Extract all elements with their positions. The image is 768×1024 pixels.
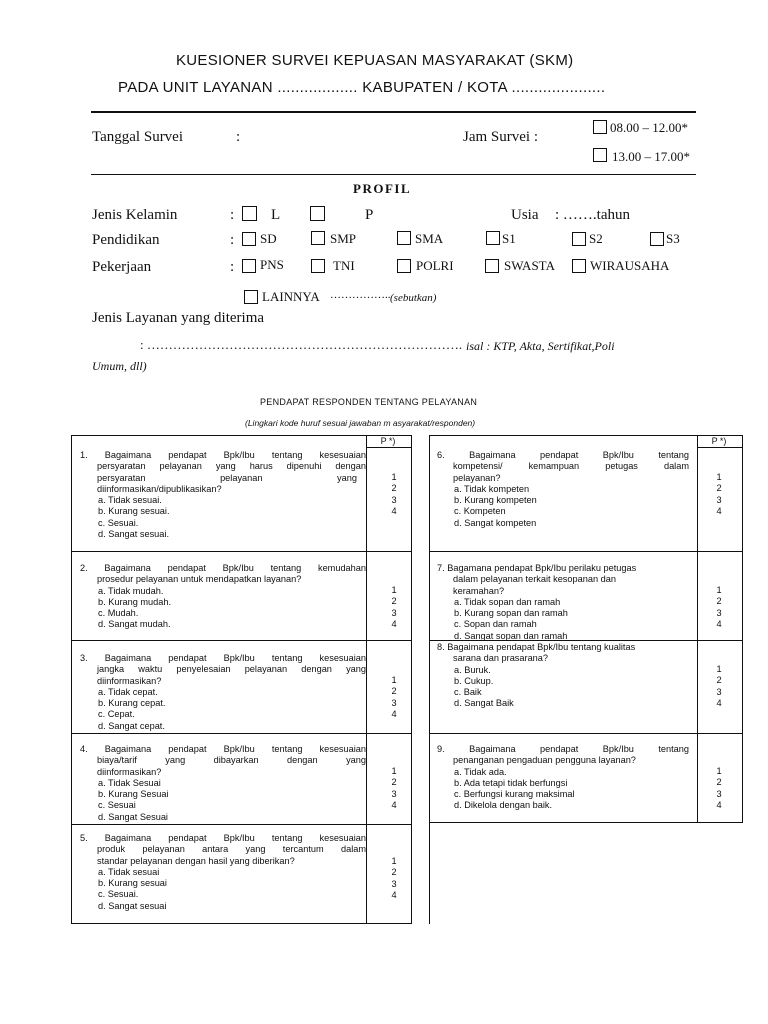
survey-date-colon: : (236, 129, 241, 145)
gender-l-label: L (271, 207, 281, 223)
question-5-option-c[interactable]: c. Sesuai. (98, 889, 139, 900)
question-2 (80, 563, 366, 631)
question-5-stem-1: 5. Bagaimana pendapat Bpk/Ibu tentang kesesuaian (80, 833, 366, 843)
question-1-codes (386, 472, 402, 517)
question-7-option-c[interactable]: c. Sopan dan ramah (454, 619, 537, 630)
service-example-1: isal : KTP, Akta, Sertifikat,Poli (466, 339, 615, 353)
question-8-option-b[interactable]: b. Cukup. (454, 675, 494, 686)
mid-rule (91, 174, 696, 175)
time-slot-1-label: 08.00 – 12.00* (610, 120, 688, 135)
left-col-header: P *) (380, 436, 396, 446)
code-4[interactable]: 4 (716, 697, 722, 708)
question-6-stem-1: 6. Bagaimana pendapat Bpk/Ibu tentang (437, 450, 689, 460)
question-7 (437, 563, 689, 642)
code-1[interactable]: 1 (391, 856, 397, 866)
question-3-option-b[interactable]: b. Kurang cepat. (98, 698, 166, 709)
question-9-option-b[interactable]: b. Ada tetapi tidak berfungsi (454, 777, 568, 788)
code-2[interactable]: 2 (716, 777, 722, 788)
code-1[interactable]: 1 (391, 766, 397, 776)
question-9-codes (711, 766, 727, 811)
question-1 (80, 450, 366, 540)
job-other-label: LAINNYA (262, 289, 320, 304)
question-6-option-b[interactable]: b. Kurang kompeten (454, 495, 537, 506)
right-col-header: P *) (711, 436, 727, 446)
education-s3-label: S3 (666, 231, 680, 246)
question-6 (437, 450, 689, 529)
question-7-option-b[interactable]: b. Kurang sopan dan ramah (454, 608, 568, 619)
code-3[interactable]: 3 (391, 607, 397, 618)
code-3[interactable]: 3 (716, 788, 722, 799)
question-4 (80, 744, 366, 823)
question-8-codes (711, 664, 727, 709)
education-sd-label: SD (260, 231, 277, 246)
question-5-codes (386, 856, 402, 901)
job-tni-checkbox[interactable] (311, 259, 325, 273)
question-9-stem-1: 9. Bagaimana pendapat Bpk/Ibu tentang (437, 744, 689, 754)
code-1[interactable]: 1 (391, 585, 397, 595)
code-4[interactable]: 4 (391, 799, 397, 810)
education-smp-checkbox[interactable] (311, 231, 325, 245)
time-slot-2-checkbox[interactable] (593, 148, 607, 162)
education-s1-checkbox[interactable] (486, 231, 500, 245)
right-table-left-extension (429, 821, 430, 924)
code-1[interactable]: 1 (391, 675, 397, 685)
education-s2-label: S2 (589, 231, 603, 246)
question-8-option-c[interactable]: c. Baik (454, 687, 482, 698)
question-7-stem-3: keramahan? (453, 585, 505, 596)
code-4[interactable]: 4 (391, 505, 397, 516)
question-4-codes (386, 766, 402, 811)
survey-time-label: Jam Survei : (463, 129, 538, 145)
education-s3-checkbox[interactable] (650, 232, 664, 246)
left-header-rule (366, 447, 411, 448)
left-row-rule-2 (71, 640, 411, 641)
question-2-option-b[interactable]: b. Kurang mudah. (98, 596, 172, 607)
job-swasta-label: SWASTA (504, 258, 555, 273)
code-1[interactable]: 1 (716, 664, 722, 674)
question-1-option-d[interactable]: d. Sangat sesuai. (98, 529, 169, 540)
profile-heading: PROFIL (353, 181, 412, 196)
question-6-stem-2: kompetensi/ kemampuan petugas dalam (453, 461, 689, 472)
question-7-option-a[interactable]: a. Tidak sopan dan ramah (454, 596, 561, 607)
question-8 (437, 642, 689, 710)
left-row-rule-4 (71, 824, 411, 825)
age-label: Usia (511, 207, 539, 223)
question-8-option-d[interactable]: d. Sangat Baik (454, 698, 514, 709)
code-2[interactable]: 2 (391, 483, 397, 494)
code-1[interactable]: 1 (716, 766, 722, 776)
question-2-codes (386, 585, 402, 630)
code-3[interactable]: 3 (391, 697, 397, 708)
education-sma-checkbox[interactable] (397, 231, 411, 245)
education-label: Pendidikan (92, 232, 160, 248)
question-1-option-b[interactable]: b. Kurang sesuai. (98, 506, 170, 517)
question-9-option-a[interactable]: a. Tidak ada. (454, 766, 507, 777)
code-4[interactable]: 4 (391, 708, 397, 719)
question-7-stem-1: 7. Bagamana pendapat Bpk/Ibu perilaku petugas (437, 563, 637, 573)
opinion-heading: PENDAPAT RESPONDEN TENTANG PELAYANAN (260, 397, 478, 407)
left-row-rule-1 (71, 551, 411, 552)
code-4[interactable]: 4 (716, 799, 722, 810)
question-5-option-b[interactable]: b. Kurang sesuai (98, 878, 167, 889)
question-3-option-a[interactable]: a. Tidak cepat. (98, 686, 158, 697)
question-8-stem-1: 8. Bagaimana pendapat Bpk/Ibu tentang kualitas (437, 642, 636, 652)
job-tni-label: TNI (333, 258, 355, 273)
question-4-stem-3: diinformasikan? (97, 766, 162, 777)
question-4-option-a[interactable]: a. Tidak Sesuai (98, 777, 161, 788)
question-5-stem-2: produk pelayanan antara yang tercantum dalam (97, 844, 366, 855)
code-2[interactable]: 2 (391, 867, 397, 878)
age-value: : …….tahun (555, 207, 630, 223)
question-6-stem-3: pelayanan? (453, 472, 501, 483)
question-2-option-c[interactable]: c. Mudah. (98, 608, 139, 619)
time-slot-2-label: 13.00 – 17.00* (612, 149, 690, 164)
question-6-option-d[interactable]: d. Sangat kompeten (454, 517, 537, 528)
question-7-option-d[interactable]: d. Sangat sopan dan ramah (454, 630, 568, 641)
question-9 (437, 744, 689, 812)
education-smp-label: SMP (330, 231, 357, 246)
question-2-option-d[interactable]: d. Sangat mudah. (98, 619, 171, 630)
code-3[interactable]: 3 (391, 494, 397, 505)
question-8-stem-2: sarana dan prasarana? (453, 653, 549, 664)
gender-colon: : (230, 207, 235, 223)
question-2-option-a[interactable]: a. Tidak mudah. (98, 585, 164, 596)
code-3[interactable]: 3 (716, 686, 722, 697)
question-1-stem-1: 1. Bagaimana pendapat Bpk/Ibu tentang kesesuaian (80, 450, 366, 460)
question-6-option-c[interactable]: c. Kompeten (454, 506, 506, 517)
question-2-stem-1: 2. Bagaimana pendapat Bpk/Ibu tentang kemudahan (80, 563, 366, 573)
code-1[interactable]: 1 (391, 472, 397, 482)
service-example-2: Umum, dll) (92, 359, 147, 373)
code-4[interactable]: 4 (716, 505, 722, 516)
question-8-option-a[interactable]: a. Buruk. (454, 664, 491, 675)
question-9-option-d[interactable]: d. Dikelola dengan baik. (454, 800, 553, 811)
question-1-option-c[interactable]: c. Sesuai. (98, 517, 139, 528)
question-7-codes (711, 585, 727, 630)
question-3-codes (386, 675, 402, 720)
job-other-dots: …………….. (330, 289, 391, 301)
code-2[interactable]: 2 (391, 777, 397, 788)
job-pns-checkbox[interactable] (242, 259, 256, 273)
question-9-option-c[interactable]: c. Berfungsi kurang maksimal (454, 789, 575, 800)
code-4[interactable]: 4 (391, 618, 397, 629)
opinion-instruction: (Lingkari kode huruf sesuai jawaban m asyarakat/responden) (245, 418, 476, 428)
question-3-stem-2: jangka waktu penyelesaian pelayanan dengan yang (97, 664, 366, 675)
code-3[interactable]: 3 (716, 607, 722, 618)
code-4[interactable]: 4 (716, 618, 722, 629)
survey-date-label: Tanggal Survei (92, 129, 184, 145)
question-1-stem-2: persyaratan pelayanan yang harus dipenuhi dengan (97, 461, 366, 472)
code-3[interactable]: 3 (391, 788, 397, 799)
code-2[interactable]: 2 (716, 675, 722, 686)
document-subtitle: PADA UNIT LAYANAN .................. KABUPATEN / KOTA ..................... (118, 79, 606, 96)
education-s2-checkbox[interactable] (572, 232, 586, 246)
question-1-stem-3: persyaratan pelayanan yang (97, 472, 357, 483)
education-colon: : (230, 232, 235, 248)
education-sma-label: SMA (415, 231, 444, 246)
job-wirausaha-checkbox[interactable] (572, 259, 586, 273)
right-row-rule-1 (429, 551, 742, 552)
question-4-option-d[interactable]: d. Sangat Sesuai (98, 811, 168, 822)
question-3 (80, 653, 366, 732)
code-1[interactable]: 1 (716, 472, 722, 482)
code-4[interactable]: 4 (391, 889, 397, 900)
gender-label: Jenis Kelamin (92, 207, 178, 223)
job-wirausaha-label: WIRAUSAHA (590, 258, 670, 273)
job-pns-label: PNS (260, 257, 284, 272)
service-label: Jenis Layanan yang diterima (92, 310, 265, 326)
code-3[interactable]: 3 (716, 494, 722, 505)
education-sd-checkbox[interactable] (242, 232, 256, 246)
left-row-rule-3 (71, 733, 411, 734)
gender-p-checkbox[interactable] (310, 206, 325, 221)
job-swasta-checkbox[interactable] (485, 259, 499, 273)
question-3-stem-1: 3. Bagaimana pendapat Bpk/Ibu tentang kesesuaian (80, 653, 366, 663)
education-s1-label: S1 (502, 231, 516, 246)
code-1[interactable]: 1 (716, 585, 722, 595)
job-label: Pekerjaan (92, 259, 152, 275)
time-slot-1-checkbox[interactable] (593, 120, 607, 134)
code-2[interactable]: 2 (716, 483, 722, 494)
code-2[interactable]: 2 (391, 686, 397, 697)
job-polri-checkbox[interactable] (397, 259, 411, 273)
left-table-divider (366, 435, 367, 924)
question-4-stem-2: biaya/tarif yang dibayarkan dengan yang (97, 755, 366, 766)
job-other-hint: (sebutkan) (390, 292, 437, 304)
job-colon: : (230, 259, 235, 275)
job-polri-label: POLRI (416, 258, 454, 273)
question-6-codes (711, 472, 727, 517)
code-2[interactable]: 2 (391, 596, 397, 607)
question-6-option-a[interactable]: a. Tidak kompeten (454, 483, 530, 494)
top-rule (91, 111, 696, 113)
question-5-option-a[interactable]: a. Tidak sesuai (98, 866, 160, 877)
job-other-checkbox[interactable] (244, 290, 258, 304)
question-4-stem-1: 4. Bagaimana pendapat Bpk/Ibu tentang kesesuaian (80, 744, 366, 754)
question-7-stem-2: dalam pelayanan terkait kesopanan dan (453, 574, 616, 585)
question-3-option-c[interactable]: c. Cepat. (98, 709, 135, 720)
question-1-stem-4: diinformasikan/dipublikasikan? (97, 483, 222, 494)
right-header-rule (697, 447, 742, 448)
question-5-stem-3: standar pelayanan dengan hasil yang diberikan? (97, 855, 295, 866)
question-5 (80, 833, 366, 912)
service-input-line[interactable]: : ………………………………………………………………. (140, 337, 463, 352)
question-3-stem-3: diinformasikan? (97, 675, 162, 686)
question-2-stem-2: prosedur pelayanan untuk mendapatkan layanan? (97, 574, 302, 585)
question-4-option-c[interactable]: c. Sesuai (98, 800, 136, 811)
code-2[interactable]: 2 (716, 596, 722, 607)
code-3[interactable]: 3 (391, 878, 397, 889)
question-3-option-d[interactable]: d. Sangat cepat. (98, 720, 165, 731)
document-title: KUESIONER SURVEI KEPUASAN MASYARAKAT (SKM) (176, 52, 574, 69)
right-row-rule-3 (429, 733, 742, 734)
question-9-stem-2: penanganan pengaduan pengguna layanan? (453, 755, 636, 766)
question-4-option-b[interactable]: b. Kurang Sesuai (98, 789, 169, 800)
question-1-option-a[interactable]: a. Tidak sesuai. (98, 495, 162, 506)
gender-p-label: P (365, 207, 374, 223)
question-5-option-d[interactable]: d. Sangat sesuai (98, 900, 167, 911)
right-table-divider (697, 435, 698, 823)
gender-l-checkbox[interactable] (242, 206, 257, 221)
